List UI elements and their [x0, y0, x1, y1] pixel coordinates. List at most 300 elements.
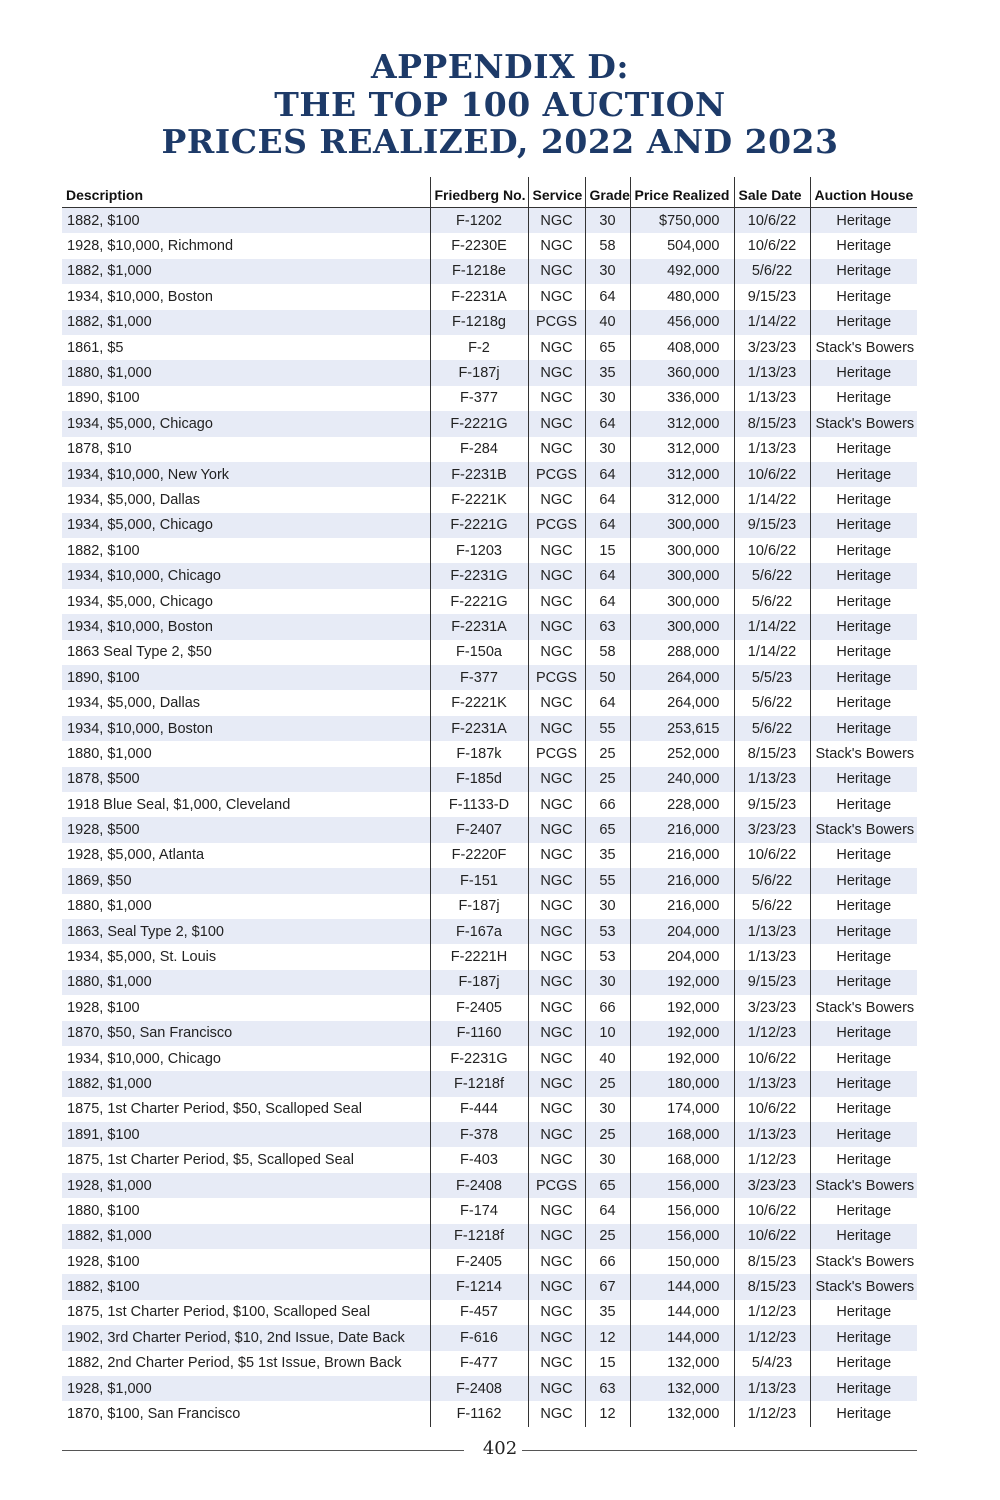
table-row — [62, 1147, 917, 1172]
table-row — [62, 894, 917, 919]
cell-sale-date: 5/6/22 — [734, 894, 810, 919]
cell-friedberg-no: F-2220F — [430, 843, 528, 868]
cell-price-realized: 300,000 — [630, 513, 734, 538]
cell-auction-house: Heritage — [810, 1351, 917, 1376]
cell-auction-house: Heritage — [810, 310, 917, 335]
table-row — [62, 817, 917, 842]
cell-grade: 15 — [585, 538, 630, 563]
table-row — [62, 1401, 917, 1426]
cell-friedberg-no: F-2231G — [430, 1046, 528, 1071]
cell-sale-date: 5/5/23 — [734, 665, 810, 690]
cell-grade: 65 — [585, 817, 630, 842]
cell-sale-date: 5/6/22 — [734, 716, 810, 741]
cell-price-realized: 252,000 — [630, 741, 734, 766]
cell-sale-date: 8/15/23 — [734, 411, 810, 436]
cell-auction-house: Heritage — [810, 284, 917, 309]
cell-auction-house: Heritage — [810, 767, 917, 792]
cell-sale-date: 3/23/23 — [734, 995, 810, 1020]
cell-service: PCGS — [528, 310, 585, 335]
cell-friedberg-no: F-444 — [430, 1097, 528, 1122]
cell-friedberg-no: F-2231B — [430, 462, 528, 487]
cell-description: 1890, $100 — [67, 390, 140, 407]
page-number: 402 — [482, 1438, 518, 1459]
cell-grade: 53 — [585, 944, 630, 969]
cell-grade: 15 — [585, 1351, 630, 1376]
cell-service: PCGS — [528, 665, 585, 690]
cell-sale-date: 9/15/23 — [734, 513, 810, 538]
cell-description: 1880, $1,000 — [62, 360, 430, 385]
cell-friedberg-no: F-1203 — [430, 538, 528, 563]
cell-sale-date: 1/13/23 — [734, 437, 810, 462]
cell-auction-house: Heritage — [810, 1071, 917, 1096]
cell-grade: 12 — [585, 1325, 630, 1350]
cell-price-realized: 144,000 — [630, 1300, 734, 1325]
table-row — [62, 360, 917, 385]
cell-price-realized: 216,000 — [630, 868, 734, 893]
cell-price-realized: 156,000 — [630, 1224, 734, 1249]
cell-friedberg-no: F-2221K — [430, 487, 528, 512]
cell-grade: 35 — [585, 843, 630, 868]
cell-friedberg-no: F-2231A — [430, 614, 528, 639]
cell-description: 1928, $100 — [67, 999, 140, 1016]
cell-description: 1875, 1st Charter Period, $5, Scalloped Seal — [67, 1152, 354, 1169]
cell-sale-date: 1/14/22 — [734, 310, 810, 335]
cell-sale-date: 1/14/22 — [734, 640, 810, 665]
cell-grade: 50 — [585, 665, 630, 690]
table-row — [62, 1249, 917, 1274]
cell-description: 1934, $10,000, Boston — [62, 614, 430, 639]
cell-grade: 30 — [585, 1147, 630, 1172]
cell-service: PCGS — [528, 1173, 585, 1198]
cell-sale-date: 1/13/23 — [734, 944, 810, 969]
table-row — [62, 1122, 917, 1147]
cell-price-realized: 132,000 — [630, 1401, 734, 1426]
cell-auction-house: Heritage — [810, 1300, 917, 1325]
cell-description: 1861, $5 — [67, 339, 124, 356]
table-row — [62, 1198, 917, 1223]
cell-price-realized: 312,000 — [630, 462, 734, 487]
table-row — [62, 513, 917, 538]
table-row — [62, 1300, 917, 1325]
cell-price-realized: 360,000 — [630, 360, 734, 385]
auction-prices-table — [62, 177, 917, 1427]
cell-sale-date: 1/14/22 — [734, 614, 810, 639]
cell-friedberg-no: F-2230E — [430, 233, 528, 258]
table-row — [62, 1173, 917, 1198]
cell-service: NGC — [528, 1071, 585, 1096]
cell-friedberg-no: F-2231A — [430, 716, 528, 741]
cell-friedberg-no: F-1160 — [430, 1021, 528, 1046]
cell-description: 1934, $10,000, Boston — [62, 716, 430, 741]
cell-description: 1863 Seal Type 2, $50 — [67, 644, 212, 661]
cell-sale-date: 1/13/23 — [734, 767, 810, 792]
cell-price-realized: 150,000 — [630, 1249, 734, 1274]
cell-description: 1880, $1,000 — [67, 745, 152, 762]
table-row — [62, 437, 917, 462]
cell-price-realized: 192,000 — [630, 1021, 734, 1046]
cell-grade: 63 — [585, 1376, 630, 1401]
table-row — [62, 1376, 917, 1401]
cell-sale-date: 1/12/23 — [734, 1147, 810, 1172]
cell-service: NGC — [528, 1198, 585, 1223]
cell-friedberg-no: F-1202 — [430, 208, 528, 234]
table-row — [62, 843, 917, 868]
cell-grade: 30 — [585, 386, 630, 411]
table-row — [62, 767, 917, 792]
cell-price-realized: 312,000 — [630, 437, 734, 462]
cell-service: NGC — [528, 1274, 585, 1299]
cell-grade: 63 — [585, 614, 630, 639]
cell-friedberg-no: F-2221G — [430, 589, 528, 614]
cell-sale-date: 3/23/23 — [734, 1173, 810, 1198]
table-row — [62, 538, 917, 563]
cell-grade: 25 — [585, 1122, 630, 1147]
cell-service: NGC — [528, 386, 585, 411]
cell-sale-date: 1/14/22 — [734, 487, 810, 512]
cell-friedberg-no: F-151 — [430, 868, 528, 893]
cell-description: 1878, $500 — [62, 767, 430, 792]
cell-friedberg-no: F-1218f — [430, 1071, 528, 1096]
cell-price-realized: 492,000 — [630, 259, 734, 284]
cell-service: NGC — [528, 1097, 585, 1122]
cell-auction-house: Stack's Bowers — [810, 411, 917, 436]
cell-service: NGC — [528, 563, 585, 588]
cell-description: 1934, $5,000, Chicago — [62, 513, 430, 538]
cell-grade: 35 — [585, 360, 630, 385]
cell-sale-date: 5/4/23 — [734, 1351, 810, 1376]
cell-service: NGC — [528, 1325, 585, 1350]
cell-grade: 66 — [585, 1249, 630, 1274]
title-line-3: PRICES REALIZED, 2022 AND 2023 — [161, 122, 839, 161]
cell-grade: 64 — [585, 563, 630, 588]
cell-auction-house: Stack's Bowers — [810, 741, 917, 766]
cell-grade: 30 — [585, 437, 630, 462]
header-auction-house: Auction House — [810, 177, 917, 208]
cell-friedberg-no: F-1214 — [430, 1274, 528, 1299]
cell-friedberg-no: F-185d — [430, 767, 528, 792]
cell-grade: 25 — [585, 741, 630, 766]
cell-auction-house: Heritage — [810, 690, 917, 715]
cell-service: PCGS — [528, 513, 585, 538]
cell-auction-house: Heritage — [810, 716, 917, 741]
cell-price-realized: 300,000 — [630, 563, 734, 588]
table-row — [62, 589, 917, 614]
cell-service: NGC — [528, 360, 585, 385]
cell-friedberg-no: F-1162 — [430, 1401, 528, 1426]
cell-service: NGC — [528, 1401, 585, 1426]
cell-service: NGC — [528, 817, 585, 842]
cell-auction-house: Heritage — [810, 1325, 917, 1350]
cell-description: 1934, $5,000, St. Louis — [67, 949, 217, 966]
cell-friedberg-no: F-2408 — [430, 1376, 528, 1401]
cell-grade: 65 — [585, 1173, 630, 1198]
cell-grade: 58 — [585, 233, 630, 258]
cell-friedberg-no: F-150a — [430, 640, 528, 665]
cell-auction-house: Heritage — [810, 487, 917, 512]
cell-price-realized: 204,000 — [630, 919, 734, 944]
cell-grade: 30 — [585, 894, 630, 919]
cell-auction-house: Stack's Bowers — [810, 1173, 917, 1198]
cell-service: NGC — [528, 640, 585, 665]
cell-price-realized: 168,000 — [630, 1122, 734, 1147]
cell-friedberg-no: F-187j — [430, 894, 528, 919]
cell-grade: 64 — [585, 513, 630, 538]
cell-auction-house: Stack's Bowers — [810, 1274, 917, 1299]
cell-sale-date: 10/6/22 — [734, 1224, 810, 1249]
cell-price-realized: 300,000 — [630, 589, 734, 614]
cell-grade: 30 — [585, 1097, 630, 1122]
cell-description: 1928, $5,000, Atlanta — [67, 847, 205, 864]
cell-description: 1882, $1,000 — [62, 310, 430, 335]
cell-auction-house: Heritage — [810, 843, 917, 868]
cell-sale-date: 8/15/23 — [734, 1249, 810, 1274]
table-row — [62, 259, 917, 284]
cell-service: NGC — [528, 1351, 585, 1376]
cell-auction-house: Heritage — [810, 589, 917, 614]
cell-sale-date: 9/15/23 — [734, 284, 810, 309]
cell-auction-house: Heritage — [810, 208, 917, 234]
cell-description: 1882, $1,000 — [62, 259, 430, 284]
cell-sale-date: 1/13/23 — [734, 1376, 810, 1401]
table-row — [62, 614, 917, 639]
cell-grade: 64 — [585, 284, 630, 309]
cell-auction-house: Stack's Bowers — [810, 817, 917, 842]
cell-price-realized: 253,615 — [630, 716, 734, 741]
cell-sale-date: 5/6/22 — [734, 563, 810, 588]
cell-price-realized: 336,000 — [630, 386, 734, 411]
cell-service: NGC — [528, 843, 585, 868]
cell-service: NGC — [528, 233, 585, 258]
cell-price-realized: 192,000 — [630, 995, 734, 1020]
cell-auction-house: Stack's Bowers — [810, 1249, 917, 1274]
cell-service: NGC — [528, 690, 585, 715]
cell-service: NGC — [528, 208, 585, 234]
cell-auction-house: Heritage — [810, 462, 917, 487]
cell-friedberg-no: F-457 — [430, 1300, 528, 1325]
cell-friedberg-no: F-2407 — [430, 817, 528, 842]
cell-auction-house: Heritage — [810, 1401, 917, 1426]
cell-service: NGC — [528, 538, 585, 563]
table-row — [62, 462, 917, 487]
cell-sale-date: 1/12/23 — [734, 1325, 810, 1350]
header-service: Service — [528, 177, 585, 208]
cell-service: NGC — [528, 970, 585, 995]
cell-service: NGC — [528, 437, 585, 462]
cell-price-realized: 216,000 — [630, 817, 734, 842]
cell-grade: 25 — [585, 767, 630, 792]
table-header-row — [62, 177, 917, 208]
cell-friedberg-no: F-2405 — [430, 1249, 528, 1274]
cell-sale-date: 10/6/22 — [734, 538, 810, 563]
cell-description: 1934, $5,000, Chicago — [67, 593, 213, 610]
cell-sale-date: 10/6/22 — [734, 233, 810, 258]
header-price-realized: Price Realized — [630, 177, 734, 208]
cell-grade: 64 — [585, 411, 630, 436]
cell-friedberg-no: F-2221K — [430, 690, 528, 715]
cell-sale-date: 1/12/23 — [734, 1300, 810, 1325]
cell-price-realized: 156,000 — [630, 1198, 734, 1223]
cell-auction-house: Heritage — [810, 563, 917, 588]
cell-price-realized: 216,000 — [630, 894, 734, 919]
cell-description: 1870, $50, San Francisco — [62, 1021, 430, 1046]
cell-service: NGC — [528, 411, 585, 436]
table-row — [62, 411, 917, 436]
cell-description: 1882, $100 — [67, 542, 140, 559]
cell-friedberg-no: F-2405 — [430, 995, 528, 1020]
header-grade: Grade — [585, 177, 630, 208]
cell-description: 1882, $100 — [62, 208, 430, 234]
header-sale-date: Sale Date — [734, 177, 810, 208]
table-row — [62, 919, 917, 944]
cell-description: 1891, $100 — [62, 1122, 430, 1147]
cell-friedberg-no: F-2408 — [430, 1173, 528, 1198]
table-row — [62, 944, 917, 969]
cell-sale-date: 3/23/23 — [734, 335, 810, 360]
cell-auction-house: Heritage — [810, 233, 917, 258]
cell-description: 1928, $10,000, Richmond — [67, 238, 234, 255]
cell-sale-date: 10/6/22 — [734, 1097, 810, 1122]
cell-description: 1928, $500 — [62, 817, 430, 842]
cell-price-realized: 300,000 — [630, 538, 734, 563]
cell-friedberg-no: F-2221G — [430, 411, 528, 436]
cell-sale-date: 10/6/22 — [734, 843, 810, 868]
cell-friedberg-no: F-2231A — [430, 284, 528, 309]
cell-grade: 64 — [585, 589, 630, 614]
cell-friedberg-no: F-1218f — [430, 1224, 528, 1249]
cell-price-realized: 174,000 — [630, 1097, 734, 1122]
cell-service: PCGS — [528, 741, 585, 766]
cell-description: 1902, 3rd Charter Period, $10, 2nd Issue, Date Back — [62, 1325, 430, 1350]
cell-auction-house: Heritage — [810, 1224, 917, 1249]
cell-sale-date: 1/13/23 — [734, 1071, 810, 1096]
cell-price-realized: $750,000 — [630, 208, 734, 234]
cell-auction-house: Heritage — [810, 1122, 917, 1147]
table-row — [62, 792, 917, 817]
cell-grade: 64 — [585, 487, 630, 512]
cell-price-realized: 132,000 — [630, 1376, 734, 1401]
table-row — [62, 1046, 917, 1071]
cell-grade: 12 — [585, 1401, 630, 1426]
cell-price-realized: 264,000 — [630, 665, 734, 690]
cell-friedberg-no: F-2221H — [430, 944, 528, 969]
cell-grade: 64 — [585, 690, 630, 715]
cell-grade: 10 — [585, 1021, 630, 1046]
table-row — [62, 970, 917, 995]
cell-service: NGC — [528, 1300, 585, 1325]
cell-service: NGC — [528, 1046, 585, 1071]
cell-service: NGC — [528, 919, 585, 944]
cell-friedberg-no: F-2231G — [430, 563, 528, 588]
table-row — [62, 868, 917, 893]
cell-sale-date: 9/15/23 — [734, 970, 810, 995]
cell-sale-date: 8/15/23 — [734, 1274, 810, 1299]
cell-grade: 53 — [585, 919, 630, 944]
cell-description: 1934, $10,000, New York — [62, 462, 430, 487]
cell-auction-house: Heritage — [810, 868, 917, 893]
cell-service: NGC — [528, 1249, 585, 1274]
cell-description: 1934, $5,000, Chicago — [62, 411, 430, 436]
cell-auction-house: Heritage — [810, 259, 917, 284]
cell-price-realized: 216,000 — [630, 843, 734, 868]
table-row — [62, 690, 917, 715]
table-row — [62, 1097, 917, 1122]
cell-grade: 66 — [585, 792, 630, 817]
cell-friedberg-no: F-167a — [430, 919, 528, 944]
table-row — [62, 208, 917, 234]
cell-auction-house: Heritage — [810, 792, 917, 817]
cell-price-realized: 192,000 — [630, 970, 734, 995]
cell-friedberg-no: F-378 — [430, 1122, 528, 1147]
cell-auction-house: Heritage — [810, 919, 917, 944]
cell-grade: 25 — [585, 1224, 630, 1249]
cell-friedberg-no: F-187k — [430, 741, 528, 766]
cell-friedberg-no: F-187j — [430, 970, 528, 995]
cell-sale-date: 1/12/23 — [734, 1401, 810, 1426]
cell-sale-date: 8/15/23 — [734, 741, 810, 766]
cell-description: 1890, $100 — [62, 665, 430, 690]
cell-service: NGC — [528, 792, 585, 817]
cell-price-realized: 168,000 — [630, 1147, 734, 1172]
cell-service: NGC — [528, 1376, 585, 1401]
cell-service: NGC — [528, 767, 585, 792]
cell-service: NGC — [528, 995, 585, 1020]
cell-friedberg-no: F-1218g — [430, 310, 528, 335]
cell-description: 1878, $10 — [67, 441, 132, 458]
cell-description: 1934, $10,000, Chicago — [67, 1050, 221, 1067]
cell-auction-house: Heritage — [810, 360, 917, 385]
cell-price-realized: 300,000 — [630, 614, 734, 639]
cell-sale-date: 5/6/22 — [734, 259, 810, 284]
cell-grade: 55 — [585, 716, 630, 741]
cell-description: 1934, $10,000, Boston — [67, 288, 213, 305]
cell-auction-house: Heritage — [810, 513, 917, 538]
cell-auction-house: Heritage — [810, 437, 917, 462]
cell-price-realized: 156,000 — [630, 1173, 734, 1198]
cell-price-realized: 288,000 — [630, 640, 734, 665]
table-row — [62, 310, 917, 335]
cell-sale-date: 10/6/22 — [734, 1046, 810, 1071]
cell-service: NGC — [528, 589, 585, 614]
cell-sale-date: 3/23/23 — [734, 817, 810, 842]
table-row — [62, 1351, 917, 1376]
cell-sale-date: 10/6/22 — [734, 462, 810, 487]
table-row — [62, 995, 917, 1020]
cell-price-realized: 312,000 — [630, 411, 734, 436]
cell-sale-date: 1/13/23 — [734, 360, 810, 385]
cell-service: NGC — [528, 716, 585, 741]
cell-service: PCGS — [528, 462, 585, 487]
cell-description: 1882, $1,000 — [62, 1224, 430, 1249]
cell-price-realized: 240,000 — [630, 767, 734, 792]
cell-description: 1934, $5,000, Dallas — [67, 491, 201, 508]
cell-sale-date: 10/6/22 — [734, 208, 810, 234]
cell-sale-date: 1/13/23 — [734, 386, 810, 411]
cell-auction-house: Heritage — [810, 1046, 917, 1071]
table-row — [62, 665, 917, 690]
cell-description: 1870, $100, San Francisco — [67, 1406, 241, 1423]
cell-description: 1934, $10,000, Chicago — [62, 563, 430, 588]
cell-service: NGC — [528, 614, 585, 639]
cell-description: 1880, $1,000 — [67, 898, 152, 915]
cell-grade: 64 — [585, 462, 630, 487]
cell-price-realized: 504,000 — [630, 233, 734, 258]
cell-price-realized: 456,000 — [630, 310, 734, 335]
cell-description: 1928, $100 — [67, 1253, 140, 1270]
cell-grade: 30 — [585, 208, 630, 234]
cell-auction-house: Stack's Bowers — [810, 995, 917, 1020]
cell-description: 1928, $1,000 — [62, 1376, 430, 1401]
cell-auction-house: Heritage — [810, 1376, 917, 1401]
